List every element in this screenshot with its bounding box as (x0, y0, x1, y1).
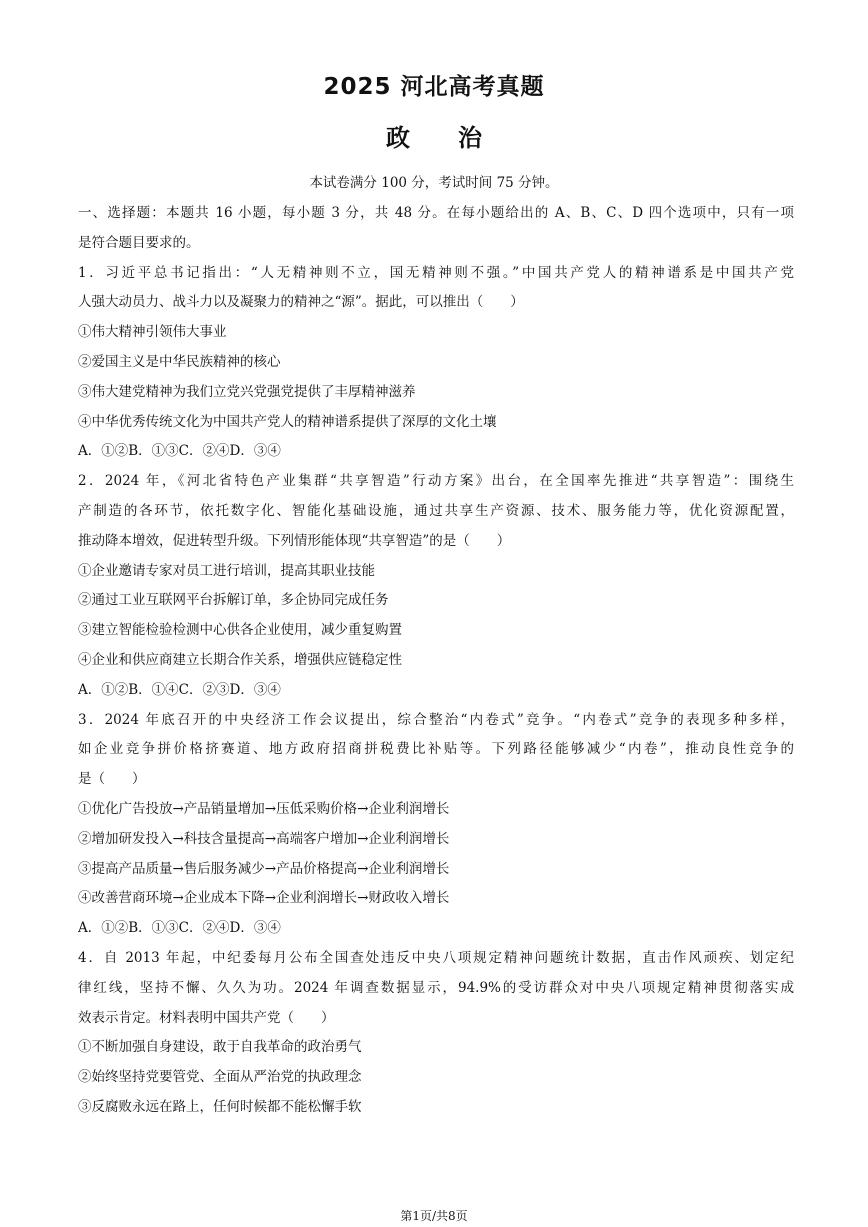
question-1-item: ③伟大建党精神为我们立党兴党强党提供了丰厚精神滋养 (78, 383, 416, 400)
question-3-item: ①优化广告投放→产品销量增加→压低采购价格→企业利润增长 (78, 800, 450, 817)
question-3-item: ③提高产品质量→售后服务减少→产品价格提高→企业利润增长 (78, 860, 450, 877)
question-1-item: ②爱国主义是中华民族精神的核心 (78, 353, 281, 370)
subject-char-1: 政 (386, 124, 410, 152)
question-2-item: ④企业和供应商建立长期合作关系，增强供应链稳定性 (78, 651, 402, 668)
question-4-stem: 4．自 2013 年起，中纪委每月公布全国查处违反中央八项规定精神问题统计数据，直击作风顽疾、划定纪 (78, 949, 794, 966)
exam-body (78, 199, 794, 1123)
question-2-stem: 产制造的各环节，依托数字化、智能化基础设施，通过共享生产资源、技术、服务能力等，优化资源配置， (78, 502, 794, 519)
subject-char-2: 治 (458, 124, 482, 152)
question-4-item: ①不断加强自身建设，敢于自我革命的政治勇气 (78, 1039, 362, 1056)
question-2-item: ③建立智能检验检测中心供各企业使用，减少重复购置 (78, 622, 402, 639)
question-2-stem: 2．2024 年，《河北省特色产业集群“共享智造”行动方案》出台，在全国率先推进“共享智造”：围绕生 (78, 473, 794, 490)
question-3-item: ④改善营商环境→企业成本下降→企业利润增长→财政收入增长 (78, 890, 450, 907)
question-3-stem: 如企业竞争拼价格挤赛道、地方政府招商拼税费比补贴等。下列路径能够减少“内卷”，推动良性竞争的 (78, 741, 794, 758)
subject-heading (0, 118, 868, 153)
question-2-stem: 推动降本增效，促进转型升级。下列情形能体现“共享智造”的是（ ） (78, 532, 511, 549)
section-instruction: 一、选择题：本题共 16 小题，每小题 3 分，共 48 分。在每小题给出的 A、B、C、D 四个选项中，只有一项 (78, 205, 794, 221)
question-3-stem: 是（ ） (78, 771, 146, 788)
question-3-stem: 3．2024 年底召开的中央经济工作会议提出，综合整治“内卷式”竞争。“内卷式”竞争的表现多种多样， (78, 711, 794, 728)
question-1-options: A．①②B．①③C．②④D．③④ (78, 443, 281, 460)
question-4-stem: 律红线，坚持不懈、久久为功。2024 年调查数据显示，94.9%的受访群众对中央八项规定精神贯彻落实成 (78, 979, 794, 996)
question-4-stem: 效表示肯定。材料表明中国共产党（ ） (78, 1009, 335, 1026)
question-4-item: ②始终坚持党要管党、全面从严治党的执政理念 (78, 1069, 362, 1086)
question-4-item: ③反腐败永远在路上，任何时候都不能松懈手软 (78, 1098, 362, 1115)
question-1-item: ④中华优秀传统文化为中国共产党人的精神谱系提供了深厚的文化土壤 (78, 413, 497, 430)
question-3-item: ②增加研发投入→科技含量提高→高端客户增加→企业利润增长 (78, 830, 450, 847)
exam-info: 本试卷满分 100 分，考试时间 75 分钟。 (309, 175, 559, 191)
exam-title: 2025 河北高考真题 (323, 74, 545, 100)
page-number: 第1页/共8页 (400, 1209, 468, 1223)
question-1-item: ①伟大精神引领伟大事业 (78, 324, 227, 341)
question-2-item: ①企业邀请专家对员工进行培训，提高其职业技能 (78, 562, 375, 579)
question-2-item: ②通过工业互联网平台拆解订单，多企协同完成任务 (78, 592, 389, 609)
question-3-options: A．①②B．①③C．②④D．③④ (78, 920, 281, 937)
section-instruction-cont: 是符合题目要求的。 (78, 234, 200, 251)
question-1-stem: 1．习近平总书记指出：“人无精神则不立，国无精神则不强。”中国共产党人的精神谱系是中国共产党 (78, 264, 794, 281)
question-2-options: A．①②B．①④C．②③D．③④ (78, 681, 281, 698)
question-1-stem: 人强大动员力、战斗力以及凝聚力的精神之“源”。据此，可以推出（ ） (78, 294, 524, 311)
